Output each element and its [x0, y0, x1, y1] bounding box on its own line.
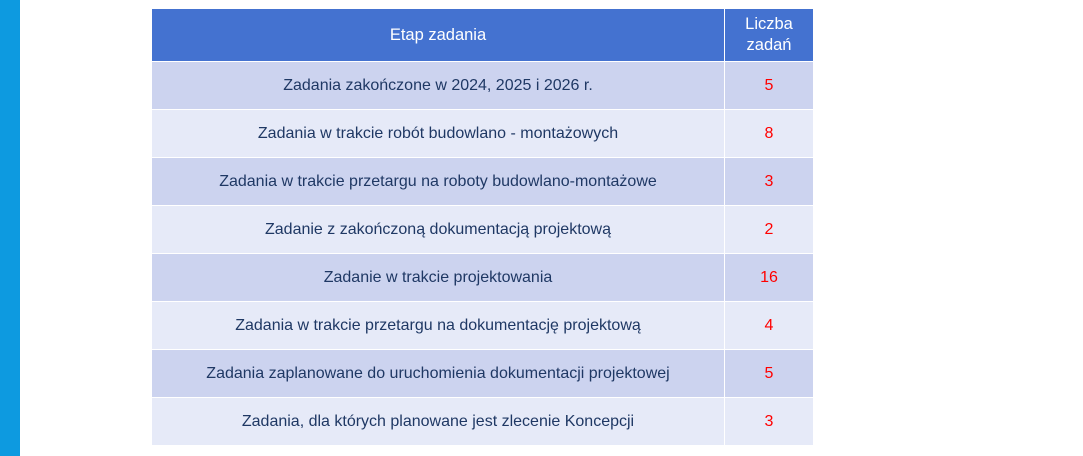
accent-sidebar-stripe [0, 0, 20, 456]
cell-count: 3 [725, 158, 814, 206]
table-row [152, 302, 814, 350]
column-header-stage: Etap zadania [152, 9, 725, 62]
cell-stage: Zadania zakończone w 2024, 2025 i 2026 r. [152, 62, 725, 110]
cell-count: 2 [725, 206, 814, 254]
table-row [152, 398, 814, 446]
table-row [152, 254, 814, 302]
table-row [152, 62, 814, 110]
column-header-count: Liczba zadań [725, 9, 814, 62]
table-row [152, 206, 814, 254]
cell-count: 8 [725, 110, 814, 158]
table-header [152, 9, 814, 62]
cell-stage: Zadania w trakcie robót budowlano - montażowych [152, 110, 725, 158]
cell-stage: Zadanie w trakcie projektowania [152, 254, 725, 302]
cell-stage: Zadania w trakcie przetargu na roboty budowlano-montażowe [152, 158, 725, 206]
cell-stage: Zadania, dla których planowane jest zlecenie Koncepcji [152, 398, 725, 446]
cell-count: 16 [725, 254, 814, 302]
table-header-row [152, 9, 814, 62]
cell-stage: Zadania w trakcie przetargu na dokumentację projektową [152, 302, 725, 350]
cell-stage: Zadanie z zakończoną dokumentacją projektową [152, 206, 725, 254]
cell-stage: Zadania zaplanowane do uruchomienia dokumentacji projektowej [152, 350, 725, 398]
cell-count: 5 [725, 62, 814, 110]
table-row [152, 350, 814, 398]
table-row [152, 110, 814, 158]
table-body [152, 62, 814, 446]
table-row [152, 158, 814, 206]
cell-count: 4 [725, 302, 814, 350]
cell-count: 3 [725, 398, 814, 446]
cell-count: 5 [725, 350, 814, 398]
task-stage-table-container [151, 8, 813, 446]
task-stage-table [151, 8, 814, 446]
